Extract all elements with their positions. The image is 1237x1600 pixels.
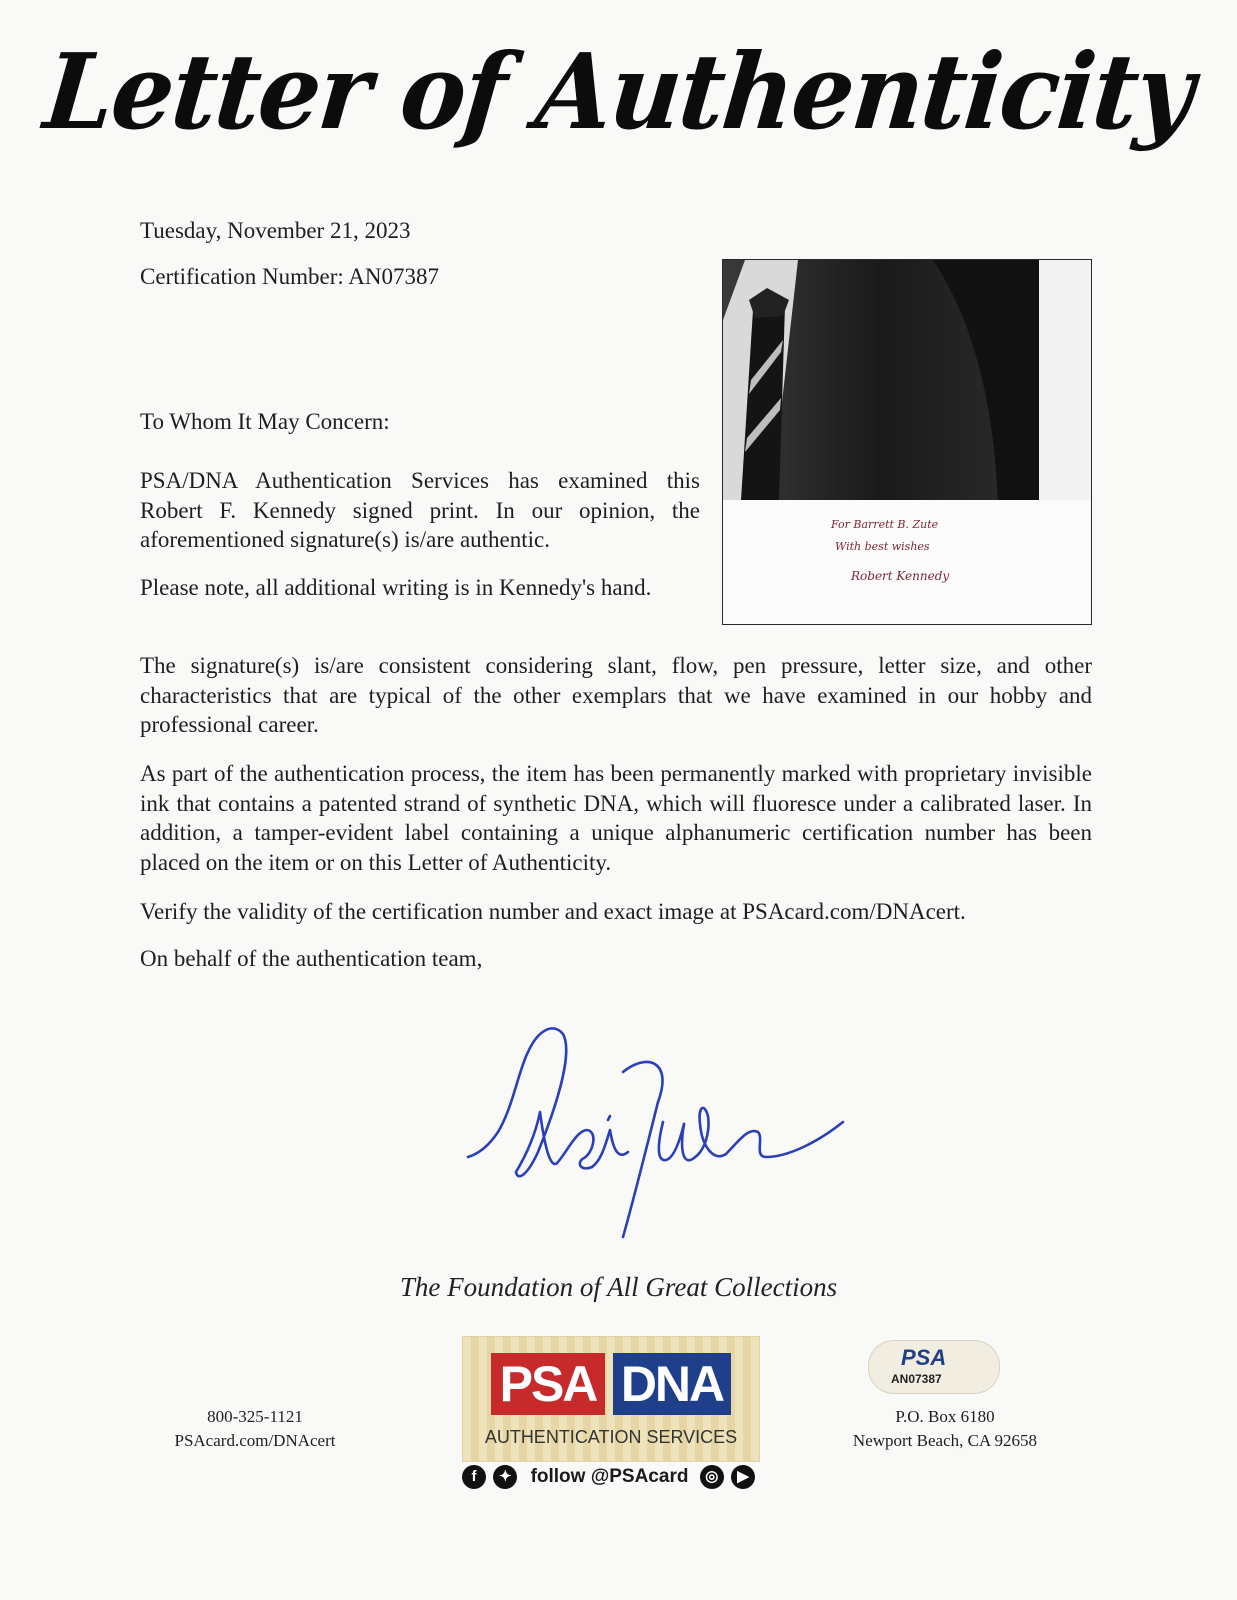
inscription-line-2: With best wishes	[835, 540, 930, 553]
city-address: Newport Beach, CA 92658	[852, 1431, 1038, 1450]
sticker-brand: PSA	[901, 1345, 947, 1370]
logo-dna-block: DNA	[613, 1353, 731, 1415]
certification-number: Certification Number: AN07387	[140, 264, 439, 289]
letter-title: Letter of Authenticity	[39, 30, 1198, 153]
examination-paragraph: PSA/DNA Authentication Services has examined this Robert F. Kennedy signed print. In our opinion, the aforementioned signature(s) is/are authentic.	[140, 468, 700, 552]
social-row	[462, 1465, 762, 1499]
sticker-number: AN07387	[891, 1372, 942, 1386]
instagram-icon: ◎	[700, 1465, 724, 1489]
po-box: P.O. Box 6180	[895, 1407, 995, 1426]
logo-subtitle: AUTHENTICATION SERVICES	[484, 1427, 738, 1447]
inscription-line-1: For Barrett B. Zute	[831, 518, 939, 531]
twitter-icon: ✦	[493, 1465, 517, 1489]
contact-left	[140, 1405, 370, 1453]
authenticator-signature	[458, 1012, 858, 1262]
website-link: PSAcard.com/DNAcert	[174, 1431, 336, 1450]
photo-signature: Robert Kennedy	[851, 569, 950, 583]
verify-paragraph: Verify the validity of the certification number and exact image at PSAcard.com/DNAcert.	[140, 899, 966, 924]
social-handle: follow @PSAcard	[530, 1466, 689, 1487]
additional-writing-note: Please note, all additional writing is in Kennedy's hand.	[140, 575, 652, 600]
psa-dna-logo	[462, 1336, 760, 1462]
print-photo-graphic	[723, 260, 1091, 624]
letter-date: Tuesday, November 21, 2023	[140, 218, 411, 243]
tagline: The Foundation of All Great Collections	[399, 1272, 838, 1302]
closing-line: On behalf of the authentication team,	[140, 946, 483, 971]
process-paragraph: As part of the authentication process, the item has been permanently marked with proprietary invisible ink that contains a patented strand of synthetic DNA, which will fluoresce under a calibrated laser. In addition, a tamper-evident label containing a unique alphanumeric certification number has been placed on the item or on this Letter of Authenticity.	[140, 761, 1092, 875]
youtube-icon: ▶	[731, 1465, 755, 1489]
salutation: To Whom It May Concern:	[140, 409, 390, 434]
signed-print-image	[722, 259, 1092, 625]
logo-psa-block: PSA	[491, 1353, 605, 1415]
facebook-icon: f	[462, 1465, 486, 1489]
contact-right	[830, 1405, 1060, 1453]
phone-number: 800-325-1121	[207, 1407, 303, 1426]
consistency-paragraph: The signature(s) is/are consistent considering slant, flow, pen pressure, letter size, and other characteristics that are typical of the other exemplars that we have examined in our hobby and professional career.	[140, 653, 1092, 737]
certification-sticker	[868, 1340, 1000, 1394]
